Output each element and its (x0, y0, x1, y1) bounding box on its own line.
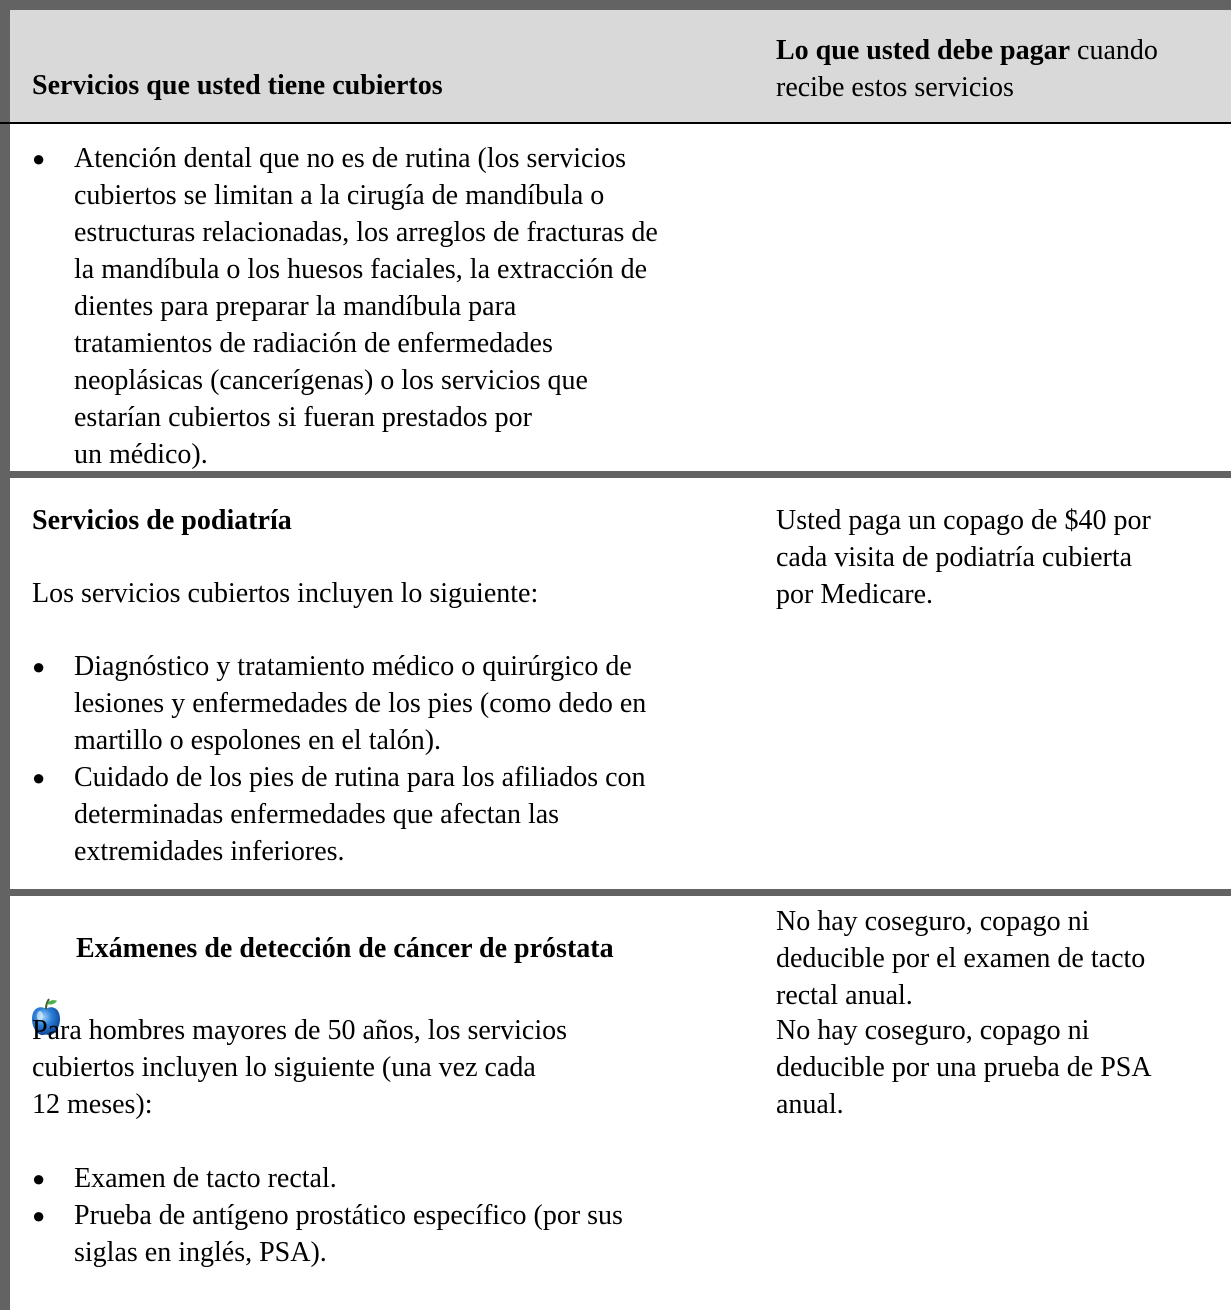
podiatry-title: Servicios de podiatría (32, 505, 292, 536)
prostate-cost-line: deducible por el examen de tacto (776, 943, 1146, 974)
header-what-you-pay-line2: recibe estos servicios (776, 72, 1014, 103)
podiatry-intro: Los servicios cubiertos incluyen lo siguiente: (32, 578, 539, 609)
prostate-bullet-1 (32, 1160, 337, 1197)
header-services-covered: Servicios que usted tiene cubiertos (32, 70, 443, 101)
podiatry-cost-line: cada visita de podiatría cubierta (776, 542, 1133, 573)
row-separator (0, 471, 1231, 478)
bullet-marker: ● (32, 765, 46, 790)
podiatry-bullet-line: Cuidado de los pies de rutina para los afiliados con (74, 762, 646, 793)
prostate-cost-line: deducible por una prueba de PSA (776, 1052, 1152, 1083)
podiatry-cost-line: por Medicare. (776, 579, 934, 610)
dental-line: estructuras relacionadas, los arreglos de fracturas de (74, 217, 658, 248)
podiatry-bullet-line: martillo o espolones en el talón). (74, 725, 442, 756)
podiatry-cost-line: Usted paga un copago de $40 por (776, 505, 1151, 536)
dental-line: un médico). (74, 439, 208, 470)
table-left-border (0, 0, 10, 1310)
prostate-bullet-2 (32, 1197, 623, 1271)
podiatry-bullet-line: Diagnóstico y tratamiento médico o quirúrgico de (74, 651, 632, 682)
header-separator (0, 122, 1231, 124)
prostate-cost-line: No hay coseguro, copago ni (776, 906, 1090, 937)
prostate-bullet-line: Examen de tacto rectal. (74, 1163, 337, 1194)
prostate-cost-line: No hay coseguro, copago ni (776, 1015, 1090, 1046)
podiatry-bullet-2 (32, 759, 646, 870)
dental-line: dientes para preparar la mandíbula para (74, 291, 517, 322)
prostate-title: Exámenes de detección de cáncer de próstata (76, 933, 614, 964)
podiatry-bullet-line: lesiones y enfermedades de los pies (como dedo en (74, 688, 647, 719)
table-top-border (0, 0, 1231, 10)
prostate-cost-1 (776, 903, 1145, 1014)
dental-line: tratamientos de radiación de enfermedades (74, 328, 553, 359)
row-separator (0, 889, 1231, 896)
prostate-intro (32, 1012, 567, 1123)
dental-line: Atención dental que no es de rutina (los servicios (74, 143, 627, 174)
header-what-you-pay-bold: Lo que usted debe pagar (776, 35, 1071, 66)
header-what-you-pay-rest: cuando (1070, 35, 1158, 66)
dental-line: la mandíbula o los huesos faciales, la extracción de (74, 254, 648, 285)
prostate-cost-line: anual. (776, 1089, 844, 1120)
bullet-marker: ● (32, 654, 46, 679)
prostate-cost-2 (776, 1012, 1152, 1123)
prostate-bullet-line: siglas en inglés, PSA). (74, 1237, 327, 1268)
dental-line: cubiertos se limitan a la cirugía de mandíbula o (74, 180, 605, 211)
header-what-you-pay (776, 32, 1226, 106)
bullet-marker: ● (32, 1166, 46, 1191)
prostate-intro-line: 12 meses): (32, 1089, 153, 1120)
dental-bullet (32, 140, 658, 473)
dental-line: neoplásicas (cancerígenas) o los servicios que (74, 365, 588, 396)
prostate-intro-line: cubiertos incluyen lo siguiente (una vez cada (32, 1052, 536, 1083)
podiatry-bullet-line: extremidades inferiores. (74, 836, 345, 867)
dental-line: estarían cubiertos si fueran prestados por (74, 402, 532, 433)
prostate-intro-line: Para hombres mayores de 50 años, los servicios (32, 1015, 567, 1046)
podiatry-bullet-1 (32, 648, 647, 759)
bullet-marker: ● (32, 146, 46, 171)
prostate-cost-line: rectal anual. (776, 980, 913, 1011)
podiatry-cost (776, 502, 1151, 613)
bullet-marker: ● (32, 1203, 46, 1228)
podiatry-bullet-line: determinadas enfermedades que afectan las (74, 799, 560, 830)
prostate-bullet-line: Prueba de antígeno prostático específico (por sus (74, 1200, 623, 1231)
